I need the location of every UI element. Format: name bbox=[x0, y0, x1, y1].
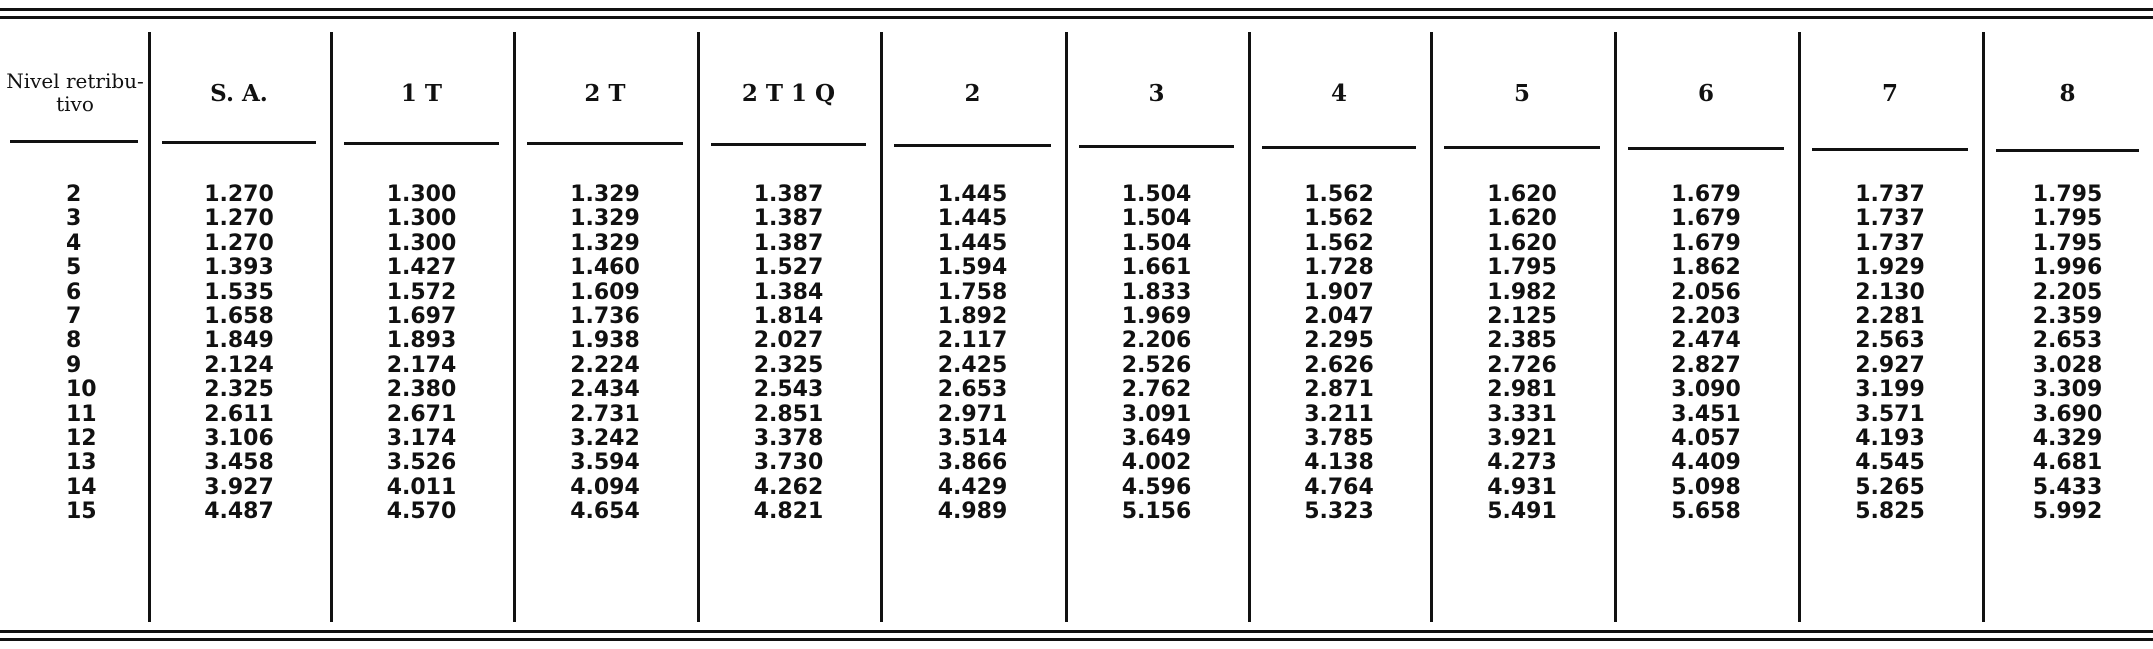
table-cell: 2.981 bbox=[1487, 377, 1557, 403]
level-cell: 6 bbox=[66, 279, 82, 305]
table-cell: 5.156 bbox=[1121, 499, 1192, 525]
table-cell: 1.504 bbox=[1121, 206, 1192, 232]
table-cell: 4.002 bbox=[1121, 450, 1192, 476]
table-cell: 1.658 bbox=[204, 303, 274, 329]
table-cell: 3.458 bbox=[204, 450, 274, 476]
table-cell: 1.833 bbox=[1121, 279, 1192, 305]
table-cell: 1.679 bbox=[1671, 230, 1741, 256]
table-cell: 4.764 bbox=[1304, 474, 1374, 500]
table-cell: 3.649 bbox=[1121, 425, 1192, 451]
table-cell: 4.329 bbox=[2032, 425, 2103, 451]
table-cell: 1.300 bbox=[386, 230, 457, 256]
table-cell: 3.785 bbox=[1304, 425, 1374, 451]
table-cell: 1.849 bbox=[204, 328, 274, 354]
levels-column bbox=[66, 183, 97, 524]
header-underline bbox=[1996, 149, 2139, 152]
table-cell: 1.620 bbox=[1487, 206, 1557, 232]
table-cell: 2.563 bbox=[1855, 328, 1925, 354]
data-column bbox=[513, 183, 697, 524]
table-cell: 1.329 bbox=[570, 230, 640, 256]
data-column bbox=[1430, 183, 1614, 524]
table-cell: 1.620 bbox=[1487, 230, 1557, 256]
column-header: 6 bbox=[1697, 79, 1714, 107]
table-cell: 2.526 bbox=[1121, 352, 1192, 378]
data-column bbox=[330, 183, 513, 524]
table-cell: 3.106 bbox=[204, 425, 274, 451]
table-cell: 4.409 bbox=[1671, 450, 1741, 476]
table-cell: 1.445 bbox=[937, 206, 1008, 232]
table-cell: 2.224 bbox=[570, 352, 640, 378]
table-cell: 1.814 bbox=[753, 303, 824, 329]
top-rule-2 bbox=[0, 16, 2153, 19]
table-cell: 1.387 bbox=[753, 206, 824, 232]
table-cell: 1.737 bbox=[1855, 182, 1925, 207]
table-cell: 2.827 bbox=[1671, 352, 1741, 378]
table-cell: 2.205 bbox=[2032, 279, 2103, 305]
table-cell: 1.445 bbox=[937, 230, 1008, 256]
header-underline bbox=[162, 141, 316, 144]
header-underline bbox=[527, 142, 683, 145]
table-cell: 2.653 bbox=[2032, 328, 2103, 354]
table-cell: 3.730 bbox=[753, 450, 824, 476]
table-cell: 1.969 bbox=[1121, 303, 1192, 329]
table-cell: 3.309 bbox=[2032, 377, 2103, 403]
data-column bbox=[1982, 183, 2153, 524]
table-cell: 4.057 bbox=[1671, 425, 1741, 451]
table-cell: 3.091 bbox=[1121, 401, 1192, 427]
table-cell: 1.938 bbox=[570, 328, 640, 354]
table-cell: 1.594 bbox=[937, 255, 1008, 281]
column-header: 1 T bbox=[400, 79, 443, 107]
header-underline bbox=[894, 144, 1051, 147]
table-cell: 1.270 bbox=[204, 206, 274, 232]
table-cell: 3.174 bbox=[386, 425, 457, 451]
level-cell: 7 bbox=[66, 303, 82, 329]
table-cell: 1.661 bbox=[1121, 255, 1192, 281]
table-cell: 2.047 bbox=[1304, 303, 1374, 329]
table-cell: 1.758 bbox=[937, 279, 1008, 305]
table-cell: 1.736 bbox=[570, 303, 640, 329]
table-cell: 3.090 bbox=[1671, 377, 1741, 403]
header-nivel-retributivo: Nivel retribu-tivo bbox=[6, 69, 144, 116]
table-cell: 2.671 bbox=[386, 401, 457, 427]
table-cell: 4.262 bbox=[753, 474, 824, 500]
table-cell: 1.996 bbox=[2032, 255, 2103, 281]
table-cell: 4.821 bbox=[753, 499, 824, 525]
table-cell: 2.125 bbox=[1487, 303, 1557, 329]
table-cell: 2.726 bbox=[1487, 352, 1557, 378]
table-cell: 1.535 bbox=[204, 279, 274, 305]
table-cell: 2.543 bbox=[753, 377, 824, 403]
table-cell: 5.265 bbox=[1855, 474, 1925, 500]
table-cell: 1.795 bbox=[1487, 255, 1557, 281]
table-cell: 3.242 bbox=[570, 425, 640, 451]
table-cell: 4.138 bbox=[1304, 450, 1374, 476]
table-cell: 3.927 bbox=[204, 474, 274, 500]
column-header: 3 bbox=[1148, 79, 1165, 107]
header-underline bbox=[1079, 145, 1234, 148]
table-cell: 1.384 bbox=[753, 279, 824, 305]
column-header: 5 bbox=[1513, 79, 1530, 107]
table-cell: 2.871 bbox=[1304, 377, 1374, 403]
level-cell: 10 bbox=[66, 377, 97, 403]
level-cell: 5 bbox=[66, 255, 82, 281]
table-cell: 2.281 bbox=[1855, 303, 1925, 329]
level-cell: 12 bbox=[66, 425, 97, 451]
table-cell: 3.378 bbox=[753, 425, 824, 451]
column-header: 2 T 1 Q bbox=[741, 79, 836, 107]
table-cell: 1.572 bbox=[386, 279, 457, 305]
table-cell: 3.331 bbox=[1487, 401, 1557, 427]
table-cell: 3.594 bbox=[570, 450, 640, 476]
table-cell: 2.124 bbox=[204, 352, 274, 378]
table-cell: 2.027 bbox=[753, 328, 824, 354]
table-cell: 1.504 bbox=[1121, 230, 1192, 256]
header-underline bbox=[10, 140, 138, 143]
table-cell: 1.728 bbox=[1304, 255, 1374, 281]
table-cell: 3.866 bbox=[937, 450, 1008, 476]
table-cell: 4.570 bbox=[386, 499, 457, 525]
table-cell: 1.527 bbox=[753, 255, 824, 281]
table-cell: 2.971 bbox=[937, 401, 1008, 427]
table-cell: 4.011 bbox=[386, 474, 457, 500]
table-cell: 4.273 bbox=[1487, 450, 1557, 476]
table-cell: 5.433 bbox=[2032, 474, 2103, 500]
table-cell: 1.907 bbox=[1304, 279, 1374, 305]
table-cell: 2.359 bbox=[2032, 303, 2103, 329]
table-cell: 1.387 bbox=[753, 182, 824, 207]
bottom-rule-2 bbox=[0, 638, 2153, 641]
table-cell: 1.679 bbox=[1671, 182, 1741, 207]
table-cell: 2.380 bbox=[386, 377, 457, 403]
table-cell: 1.737 bbox=[1855, 206, 1925, 232]
table-cell: 1.795 bbox=[2032, 230, 2103, 256]
table-cell: 1.329 bbox=[570, 206, 640, 232]
table-cell: 5.658 bbox=[1671, 499, 1741, 525]
table-cell: 1.504 bbox=[1121, 182, 1192, 207]
table-cell: 1.862 bbox=[1671, 255, 1741, 281]
table-cell: 1.270 bbox=[204, 182, 274, 207]
table-cell: 1.609 bbox=[570, 279, 640, 305]
table-cell: 2.117 bbox=[937, 328, 1008, 354]
table-cell: 1.270 bbox=[204, 230, 274, 256]
column-header: 2 bbox=[964, 79, 981, 107]
header-underline bbox=[1444, 146, 1600, 149]
table-cell: 1.982 bbox=[1487, 279, 1557, 305]
table-cell: 1.427 bbox=[386, 255, 457, 281]
table-cell: 3.451 bbox=[1671, 401, 1741, 427]
table-cell: 2.731 bbox=[570, 401, 640, 427]
level-cell: 8 bbox=[66, 328, 82, 354]
table-cell: 3.921 bbox=[1487, 425, 1557, 451]
table-cell: 2.325 bbox=[753, 352, 824, 378]
table-cell: 2.174 bbox=[386, 352, 457, 378]
table-cell: 2.474 bbox=[1671, 328, 1741, 354]
table-cell: 1.460 bbox=[570, 255, 640, 281]
table-cell: 1.893 bbox=[386, 328, 457, 354]
table-cell: 4.931 bbox=[1487, 474, 1557, 500]
table-cell: 5.491 bbox=[1487, 499, 1557, 525]
data-column bbox=[697, 183, 880, 524]
table-cell: 1.329 bbox=[570, 182, 640, 207]
table-cell: 2.434 bbox=[570, 377, 640, 403]
table-cell: 2.611 bbox=[204, 401, 274, 427]
table-cell: 5.825 bbox=[1855, 499, 1925, 525]
table-cell: 2.295 bbox=[1304, 328, 1374, 354]
table-cell: 1.300 bbox=[386, 182, 457, 207]
bottom-rule-1 bbox=[0, 630, 2153, 633]
table-cell: 4.487 bbox=[204, 499, 274, 525]
table-cell: 3.211 bbox=[1304, 401, 1374, 427]
table-cell: 2.130 bbox=[1855, 279, 1925, 305]
table-cell: 3.514 bbox=[937, 425, 1008, 451]
level-cell: 11 bbox=[66, 401, 97, 427]
top-rule-1 bbox=[0, 8, 2153, 11]
table-cell: 5.992 bbox=[2032, 499, 2103, 525]
table-cell: 4.681 bbox=[2032, 450, 2103, 476]
data-column bbox=[1065, 183, 1248, 524]
data-column bbox=[1248, 183, 1430, 524]
table-cell: 5.098 bbox=[1671, 474, 1741, 500]
table-cell: 2.653 bbox=[937, 377, 1008, 403]
level-cell: 15 bbox=[66, 499, 97, 525]
table-cell: 2.851 bbox=[753, 401, 824, 427]
data-column bbox=[1614, 183, 1798, 524]
level-cell: 4 bbox=[66, 230, 82, 256]
data-column bbox=[1798, 183, 1982, 524]
table-cell: 1.445 bbox=[937, 182, 1008, 207]
table-cell: 4.545 bbox=[1855, 450, 1925, 476]
level-cell: 14 bbox=[66, 474, 97, 500]
table-cell: 3.571 bbox=[1855, 401, 1925, 427]
table-cell: 3.526 bbox=[386, 450, 457, 476]
table-cell: 4.193 bbox=[1855, 425, 1925, 451]
level-cell: 2 bbox=[66, 182, 82, 207]
table-cell: 2.762 bbox=[1121, 377, 1192, 403]
table-cell: 2.056 bbox=[1671, 279, 1741, 305]
header-underline bbox=[1628, 147, 1784, 150]
table-cell: 3.690 bbox=[2032, 401, 2103, 427]
table-cell: 2.385 bbox=[1487, 328, 1557, 354]
table-cell: 3.028 bbox=[2032, 352, 2103, 378]
table-cell: 2.425 bbox=[937, 352, 1008, 378]
table-cell: 1.562 bbox=[1304, 230, 1374, 256]
table-cell: 4.094 bbox=[570, 474, 640, 500]
header-underline bbox=[344, 142, 499, 145]
table-cell: 1.393 bbox=[204, 255, 274, 281]
table-cell: 3.199 bbox=[1855, 377, 1925, 403]
table-cell: 1.620 bbox=[1487, 182, 1557, 207]
table-cell: 1.387 bbox=[753, 230, 824, 256]
table-cell: 1.697 bbox=[386, 303, 457, 329]
table-cell: 1.562 bbox=[1304, 182, 1374, 207]
table-cell: 1.679 bbox=[1671, 206, 1741, 232]
data-column bbox=[880, 183, 1065, 524]
table-cell: 1.300 bbox=[386, 206, 457, 232]
level-cell: 13 bbox=[66, 450, 97, 476]
table-cell: 1.795 bbox=[2032, 182, 2103, 207]
column-header: 4 bbox=[1330, 79, 1347, 107]
level-cell: 9 bbox=[66, 352, 82, 378]
header-underline bbox=[1262, 146, 1416, 149]
table-cell: 4.429 bbox=[937, 474, 1008, 500]
table-cell: 4.596 bbox=[1121, 474, 1192, 500]
table-cell: 2.203 bbox=[1671, 303, 1741, 329]
table-cell: 4.654 bbox=[570, 499, 640, 525]
column-header: S. A. bbox=[210, 79, 268, 107]
table-cell: 2.927 bbox=[1855, 352, 1925, 378]
table-cell: 4.989 bbox=[937, 499, 1008, 525]
table-cell: 1.929 bbox=[1855, 255, 1925, 281]
level-cell: 3 bbox=[66, 206, 82, 232]
column-header: 2 T bbox=[584, 79, 626, 107]
table-cell: 5.323 bbox=[1304, 499, 1374, 525]
header-underline bbox=[1812, 148, 1968, 151]
column-header: 8 bbox=[2059, 79, 2076, 107]
table-cell: 1.892 bbox=[937, 303, 1008, 329]
table-cell: 1.562 bbox=[1304, 206, 1374, 232]
header-underline bbox=[711, 143, 866, 146]
table-cell: 2.626 bbox=[1304, 352, 1374, 378]
table-cell: 1.737 bbox=[1855, 230, 1925, 256]
table-cell: 1.795 bbox=[2032, 206, 2103, 232]
column-header: 7 bbox=[1881, 79, 1898, 107]
table-cell: 2.206 bbox=[1121, 328, 1192, 354]
data-column bbox=[148, 183, 330, 524]
table-cell: 2.325 bbox=[204, 377, 274, 403]
